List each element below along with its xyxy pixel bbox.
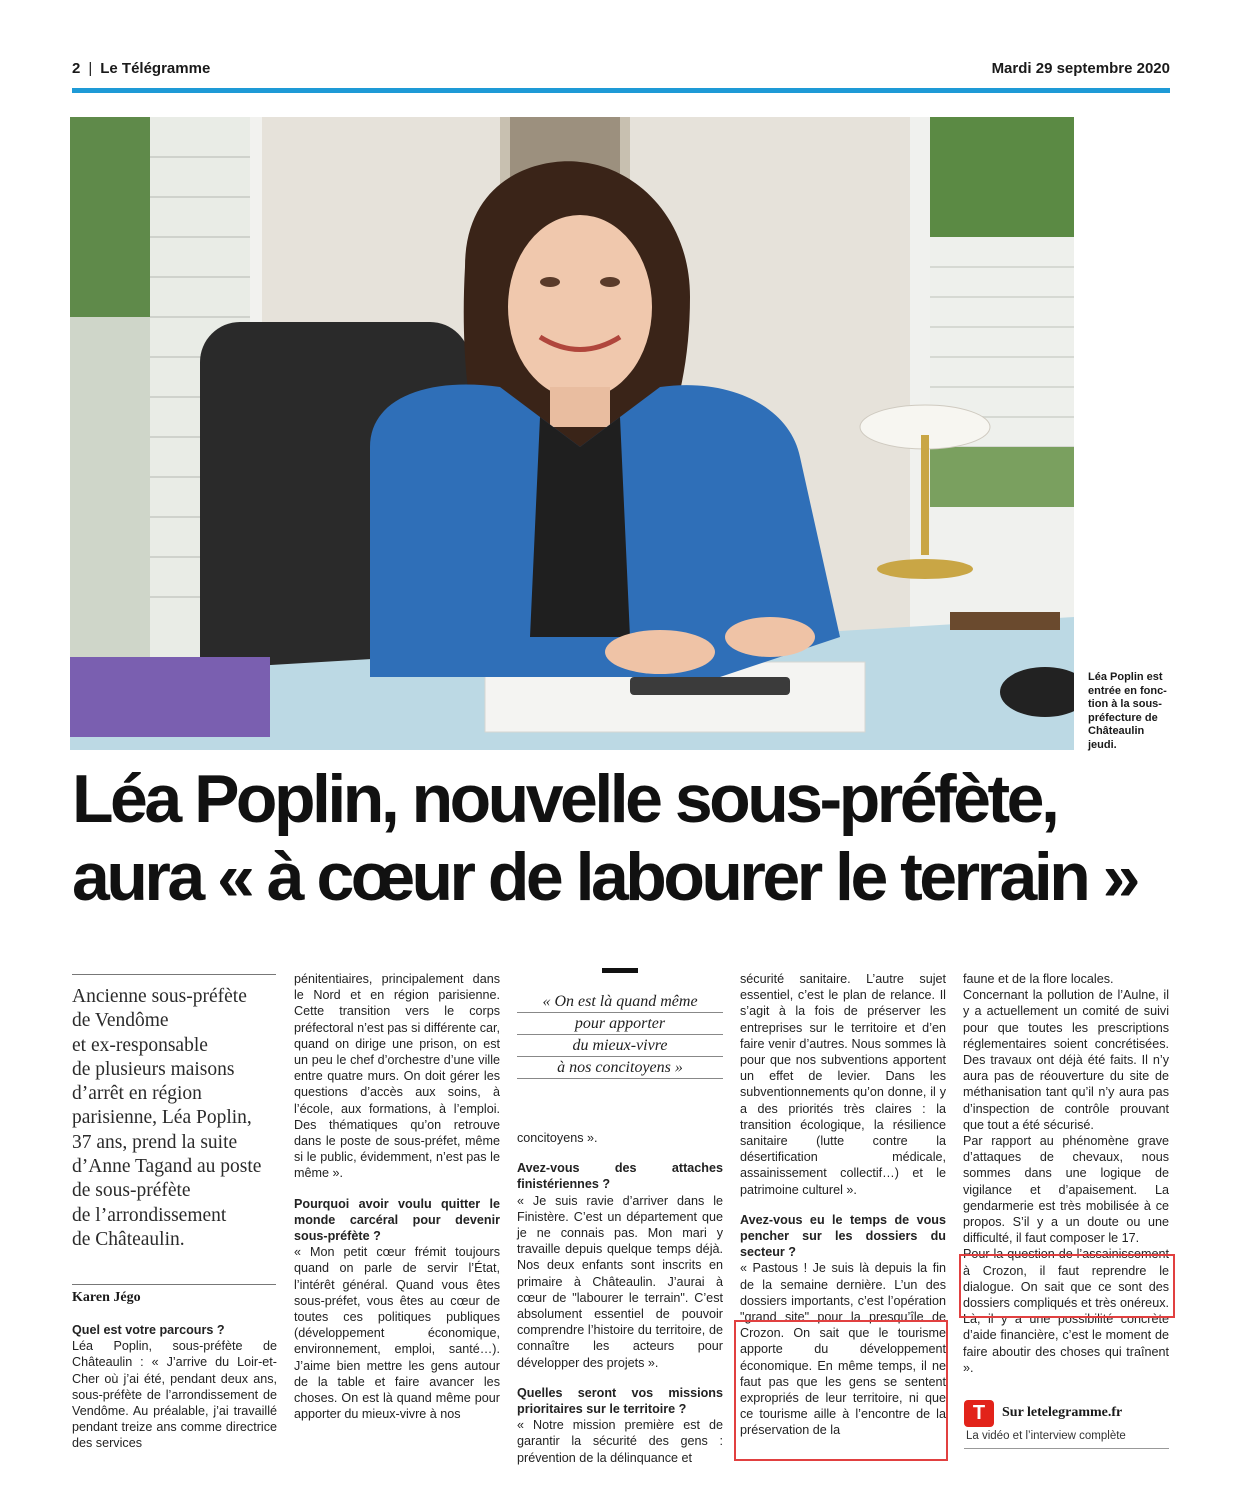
lead-line: parisienne, Léa Poplin, — [72, 1107, 252, 1129]
photo-caption — [1088, 671, 1178, 752]
author-rule — [72, 1284, 276, 1285]
caption-line: préfecture de — [1088, 711, 1158, 724]
author-byline: Karen Jégo — [72, 1290, 141, 1305]
pull-quote-line: du mieux-vivre — [517, 1035, 723, 1057]
article-headline — [72, 760, 1192, 916]
header-rule — [72, 88, 1170, 93]
highlight-box — [734, 1320, 948, 1461]
pull-quote-line: pour apporter — [517, 1013, 723, 1035]
article-photo — [70, 117, 1074, 750]
promo-site-link[interactable]: Sur letelegramme.fr — [1002, 1405, 1123, 1420]
lead-line: de sous-préfète — [72, 1180, 191, 1202]
caption-line: tion à la sous- — [1088, 698, 1162, 710]
promo-rule — [964, 1448, 1169, 1449]
pull-quote-bar — [602, 968, 638, 973]
paragraph: sécurité sanitaire. L’autre sujet essentiel, c’est le plan de relance. Il s’agit à la fois de préserver les entreprises sur le territoire et d’en faire venir d’autres. Nous sommes là pour que nos subventions apportent un effet de levier. Dans les subventionnements qu’on donne, il y a des priorités très claires : la transition écologique, la résilience sanitaire (lutte contre la désertification médicale, assainissement collectif…) et le patrimoine culturel ». — [740, 972, 946, 1197]
paragraph: faune et de la flore locales. — [963, 972, 1114, 986]
portrait-illustration — [70, 117, 1074, 750]
lead-line: d’Anne Tagand au poste — [72, 1156, 262, 1178]
article-lead — [72, 985, 282, 1252]
page-number: 2 — [72, 60, 81, 77]
pull-quote-line: à nos concitoyens » — [517, 1057, 723, 1079]
interview-question: Quel est votre parcours ? — [72, 1323, 225, 1337]
paragraph: Léa Poplin, sous-préfète de Châteaulin : « J’arrive du Loir-et-Cher où j’ai été, pendant deux ans, sous-préfète de l’arrondissement de Vendôme. Au préalable, j’ai travaillé pendant treize ans comme directrice des services — [72, 1339, 277, 1451]
lead-line: d’arrêt en région — [72, 1083, 202, 1105]
interview-question: Quelles seront vos missions prioritaires sur le territoire ? — [517, 1385, 723, 1417]
lead-line: de Châteaulin. — [72, 1228, 185, 1250]
page-header-left: 2 | Le Télégramme — [72, 60, 211, 77]
paragraph: Concernant la pollution de l’Aulne, il y a actuellement un comité de suivi pour que toutes les prescriptions réglementaires soient concrétisées. Des travaux ont déjà été faits. Il n’y aura pas de réouverture du site de méthanisation tant qu’il n’y aura pas d’inspection de contrôle prouvant que tout a été sécurisé. — [963, 988, 1169, 1132]
lead-line: de Vendôme — [72, 1010, 169, 1032]
lead-top-rule — [72, 974, 276, 975]
lead-line: et ex-responsable — [72, 1034, 208, 1056]
paragraph: concitoyens ». — [517, 1131, 598, 1145]
lead-line: de l’arrondissement — [72, 1204, 227, 1226]
interview-question: Pourquoi avoir voulu quitter le monde carcéral pour devenir sous-préfète ? — [294, 1196, 500, 1244]
caption-line: jeudi. — [1088, 738, 1117, 751]
pull-quote-line: « On est là quand même — [517, 991, 723, 1013]
lead-line: 37 ans, prend la suite — [72, 1131, 238, 1153]
paragraph: pénitentiaires, principalement dans le Nord et en région parisienne. Cette transition vers le corps préfectoral n’est pas si différente car, quand on dirige une prison, on est un peu le chef d’orchestre d’une ville entre quatre murs. On doit gérer les questions d’accès aux soins, à l’école, aux formations, à l’emploi. Des thématiques qu’on retrouve dans le poste de sous-préfet, même si le public, évidemment, n’est pas le même ». — [294, 972, 500, 1181]
issue-date: Mardi 29 septembre 2020 — [991, 60, 1170, 77]
promo-subtitle: La vidéo et l’interview complète — [966, 1430, 1126, 1442]
column-1 — [72, 1322, 277, 1452]
caption-line: Châteaulin — [1088, 725, 1145, 737]
lead-line: de plusieurs maisons — [72, 1058, 235, 1080]
headline-line-1: Léa Poplin, nouvelle sous-préfète, — [72, 761, 1057, 837]
caption-line: Léa Poplin est — [1088, 671, 1163, 683]
column-3 — [517, 1130, 723, 1466]
paragraph: Pour la question de l’assainissement à Crozon, il faut reprendre le dialogue. On sait que ce sont des dossiers compliqués et très onéreux. Là, il y a une possibilité concrète d’aide financière, c’est le moment de faire aboutir des choses qui traînent ». — [963, 1247, 1169, 1375]
paragraph: « Notre mission première est de garantir la sécurité des gens : prévention de la délinquance et — [517, 1418, 723, 1465]
paragraph: « Pastous ! Je suis là depuis la fin de la semaine dernière. L’un des dossiers importants, c’est l’opération "grand site" pour la presqu’île de Crozon. On sait que le tourisme apporte du développement économique. En même temps, il ne faut pas que les gens se sentent expropriés de leur territoire, ni que ce tourisme aille à l’encontre de la préservation de la — [740, 1261, 946, 1438]
interview-question: Avez-vous eu le temps de vous pencher sur les dossiers du secteur ? — [740, 1212, 946, 1260]
caption-line: entrée en fonc- — [1088, 684, 1167, 697]
telegramme-logo-icon: T — [964, 1400, 994, 1427]
paragraph: Par rapport au phénomène grave d’attaques de chevaux, nous sommes dans une logique de vigilance et d’apaisement. La gendarmerie est très mobilisée à ce propos. S’il y a un doute ou une difficulté, il faut composer le 17. — [963, 1134, 1169, 1246]
paragraph: « Mon petit cœur frémit toujours quand on parle de servir l’État, l’intérêt général. Quand vous êtes sous-préfet, vous êtes au cœur de toutes ces politiques publiques (développement économique, environnement, emploi, santé…). J’aime bien mettre les gens autour de la table et faire avancer les choses. On est là quand même pour apporter du mieux-vivre à nos — [294, 1245, 500, 1422]
pull-quote — [517, 991, 723, 1079]
headline-line-2: aura « à cœur de labourer le terrain » — [72, 839, 1138, 915]
highlight-box — [959, 1254, 1175, 1318]
publication-name: Le Télégramme — [100, 60, 211, 77]
lead-line: Ancienne sous-préfète — [72, 986, 247, 1007]
paragraph: « Je suis ravie d’arriver dans le Finistère. C’est un département que je ne connais pas. Mon mari y travaille depuis quelque temps déjà. Nos deux enfants sont inscrits en primaire à Châteaulin. J’aurai à cœur de "labourer le terrain". C’est absolument essentiel de pouvoir comprendre l’histoire du territoire, de connaître les acteurs pour développer des projets ». — [517, 1193, 723, 1370]
column-2 — [294, 971, 500, 1422]
interview-question: Avez-vous des attaches finistériennes ? — [517, 1161, 723, 1192]
